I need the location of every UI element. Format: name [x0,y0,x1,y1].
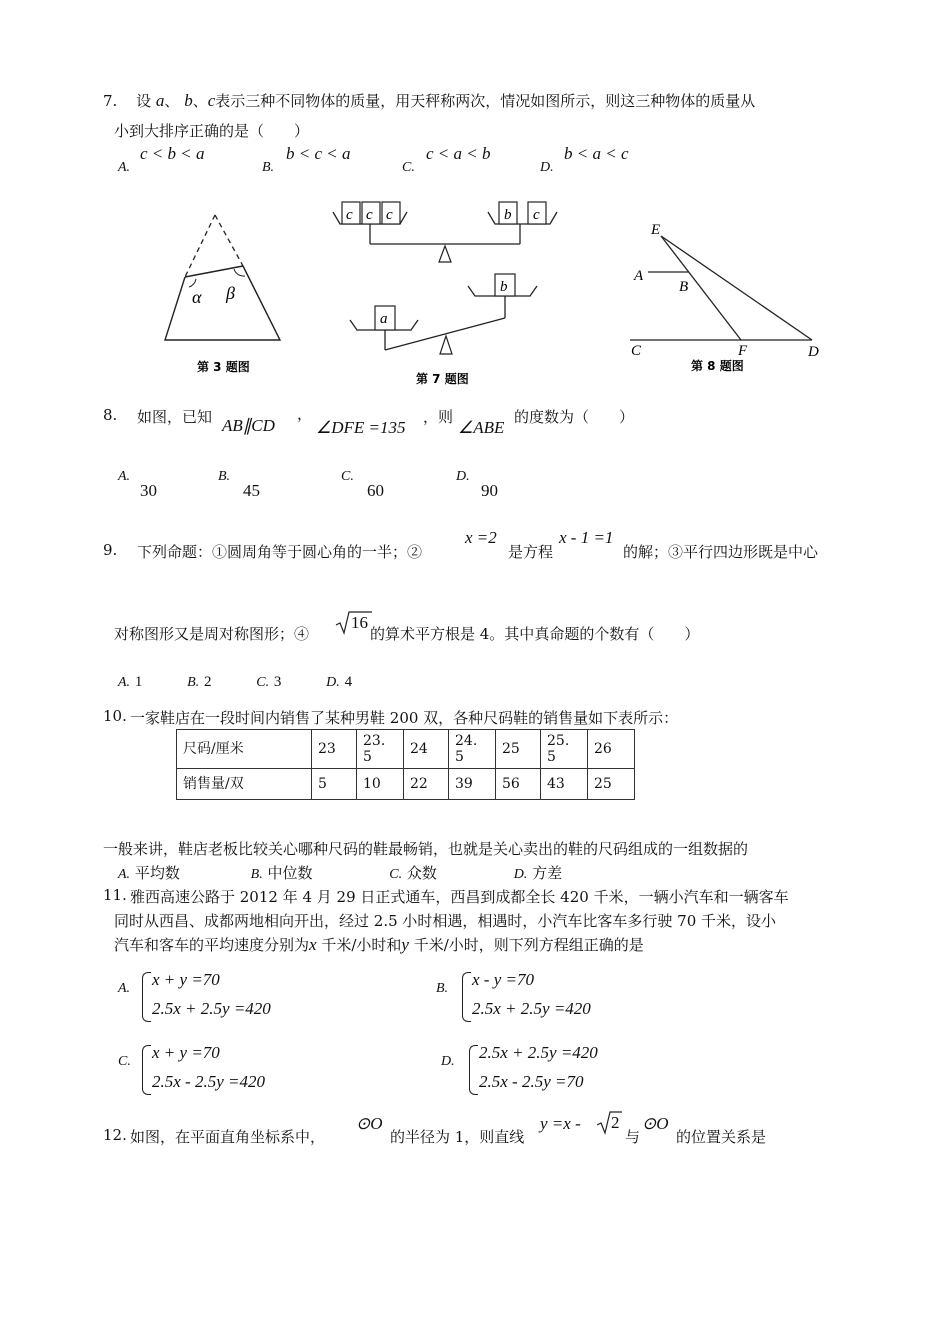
point-e: E [651,222,661,238]
table-header-cell: 尺码/厘米 [177,730,312,769]
figure-3-caption: 第 3 题图 [197,360,250,374]
q12-number: 12. [103,1126,127,1144]
q11-line2: 同时从西昌、成都两地相向开出，经过 2.5 小时相遇，相遇时，小汽车比客车多行驶 70 千米，设小 [114,912,777,930]
q8-option-b-label: B. [218,469,231,484]
q11-option-b-label: B. [436,981,449,996]
q8-option-a-label: A. [118,469,131,484]
q11-option-d-label: D. [441,1054,455,1069]
brace-icon [469,1045,478,1095]
table-cell: 销售量/双 [177,769,312,800]
q8-text: 如图，已知 [137,408,213,426]
q10-intro: 一家鞋店在一段时间内销售了某种男鞋 200 双，各种尺码鞋的销售量如下表所示： [130,709,679,727]
math-b: b [184,91,193,110]
q9-text: 下列命题：①圆周角等于圆心角的一半；② [137,543,423,561]
q8-sep: ， [297,405,313,423]
table-cell: 43 [541,769,588,800]
table-cell: 10 [357,769,404,800]
figure-7 [333,202,557,386]
table-header-cell: 23. 5 [357,730,404,769]
q11-number: 11. [103,886,127,904]
q8-option-d: 90 [481,481,498,500]
block-b: b [504,207,512,223]
q7-option-c-label: C. [402,160,415,175]
beta-label: β [226,283,235,303]
table-row [177,730,635,769]
q8-option-a: 30 [140,481,157,500]
q8-text-end: 的度数为（ ） [514,408,635,426]
figure-8 [630,222,819,373]
q11-option-c-eq2: 2.5x - 2.5y =420 [152,1072,265,1091]
size-sales-table [176,729,635,800]
q7-option-a-label: A. [118,160,131,175]
q8-math-parallel: AB∥CD [222,416,275,435]
q7-text: 设 [136,92,152,110]
q11-option-c-eq1: x + y =70 [152,1043,220,1062]
q9-options: A. 1 B. 2 C. 3 D. 4 [118,674,353,690]
block-b-bottom: b [500,279,508,295]
q11-option-b-eq1: x - y =70 [472,970,534,989]
q9-number: 9. [103,541,118,559]
q7-option-b-label: B. [262,160,275,175]
q7-text: 表示三种不同物体的质量，用天秤称两次，情况如图所示，则这三种物体的质量从 [215,92,756,110]
q11-option-a-eq2: 2.5x + 2.5y =420 [152,999,271,1018]
table-cell: 5 [312,769,357,800]
q11-option-a-eq1: x + y =70 [152,970,220,989]
q7-option-d: b < a < c [564,144,629,163]
math-c: c [207,91,216,110]
q11-line1: 雅西高速公路于 2012 年 4 月 29 日正式通车，西昌到成都全长 420 千米，一辆小汽车和一辆客车 [130,888,789,906]
q9-math-equation: x - 1 =1 [559,528,614,547]
q8-number: 8. [103,406,118,424]
table-header-cell: 26 [588,730,635,769]
table-cell: 22 [404,769,449,800]
block-a: a [380,311,388,327]
point-c: C [631,343,642,359]
table-header-cell: 25. 5 [541,730,588,769]
q8-text-then: ，则 [423,408,454,426]
table-header-cell: 23 [312,730,357,769]
q7-option-a: c < b < a [140,144,205,163]
q12-math-circle-2: ⊙O [642,1114,669,1133]
q8-option-b: 45 [243,481,260,500]
table-row [177,769,635,800]
figure-3 [165,215,280,374]
math-a: a [155,91,165,110]
math-x: x [309,935,317,954]
q12-text-end: 的位置关系是 [676,1128,767,1146]
table-cell: 39 [449,769,496,800]
q8-option-c-label: C. [341,469,354,484]
q7-line2: 小到大排序正确的是（ ） [114,122,310,140]
q7-option-b: b < c < a [286,144,351,163]
q11-option-d-eq2: 2.5x - 2.5y =70 [479,1072,584,1091]
q12-text-radius: 的半径为 1，则直线 [390,1128,525,1146]
block-c3: c [386,207,393,223]
table-header-cell: 24. 5 [449,730,496,769]
q10-options: A. 平均数 B. 中位数 C. 众数 D. 方差 [118,864,563,882]
table-cell: 56 [496,769,541,800]
brace-icon [462,972,471,1022]
q8-math-angle-dfe: ∠DFE =135 [316,418,406,437]
brace-icon [142,972,151,1022]
point-d: D [808,344,819,360]
q9-math-x2: x =2 [465,528,497,547]
q7-line1: 7. 设 a、 b、c表示三种不同物体的质量，用天秤称两次，情况如图所示，则这三种物体的质量从 [103,91,756,110]
point-a: A [634,268,644,284]
point-f: F [738,343,748,359]
q9-line2: 对称图形又是周对称图形；④ [114,625,310,643]
q9-line2-end: 的算术平方根是 4。其中真命题的个数有（ ） [370,625,700,643]
block-c: c [533,207,540,223]
q10-text: 一般来讲，鞋店老板比较关心哪种尺码的鞋最畅销，也就是关心卖出的鞋的尺码组成的一组数据的 [103,840,749,858]
q11-option-c-label: C. [118,1054,131,1069]
question-number: 7. [103,92,118,110]
q8-option-c: 60 [367,481,384,500]
table-header-cell: 24 [404,730,449,769]
q11-option-b-eq2: 2.5x + 2.5y =420 [472,999,591,1018]
q12-text: 如图，在平面直角坐标系中， [130,1128,326,1146]
q11-option-d-eq1: 2.5x + 2.5y =420 [479,1043,598,1062]
figure-7-caption: 第 7 题图 [416,372,469,386]
q10-number: 10. [103,707,127,725]
q8-math-angle-abe: ∠ABE [458,418,505,437]
alpha-label: α [192,287,202,307]
q11-line3: 汽车和客车的平均速度分别为x 千米/小时和y 千米/小时，则下列方程组正确的是 [114,935,644,954]
q12-text-with: 与 [625,1128,641,1146]
q9-text-rest: 的解；③平行四边形既是中心 [623,543,819,561]
q8-option-d-label: D. [456,469,470,484]
figures-row [0,190,950,390]
math-y: y [401,935,409,954]
q7-option-d-label: D. [540,160,554,175]
table-cell: 25 [588,769,635,800]
table-header-cell: 25 [496,730,541,769]
q11-option-a-label: A. [118,981,131,996]
point-b: B [679,279,689,295]
block-c1: c [346,207,353,223]
figure-8-caption: 第 8 题图 [691,359,744,373]
q12-math-line: y =x - [540,1114,581,1133]
q12-math-circle: ⊙O [356,1114,383,1133]
q9-text-equation: 是方程 [508,543,554,561]
q7-option-c: c < a < b [426,144,491,163]
block-c2: c [366,207,373,223]
brace-icon [142,1045,151,1095]
